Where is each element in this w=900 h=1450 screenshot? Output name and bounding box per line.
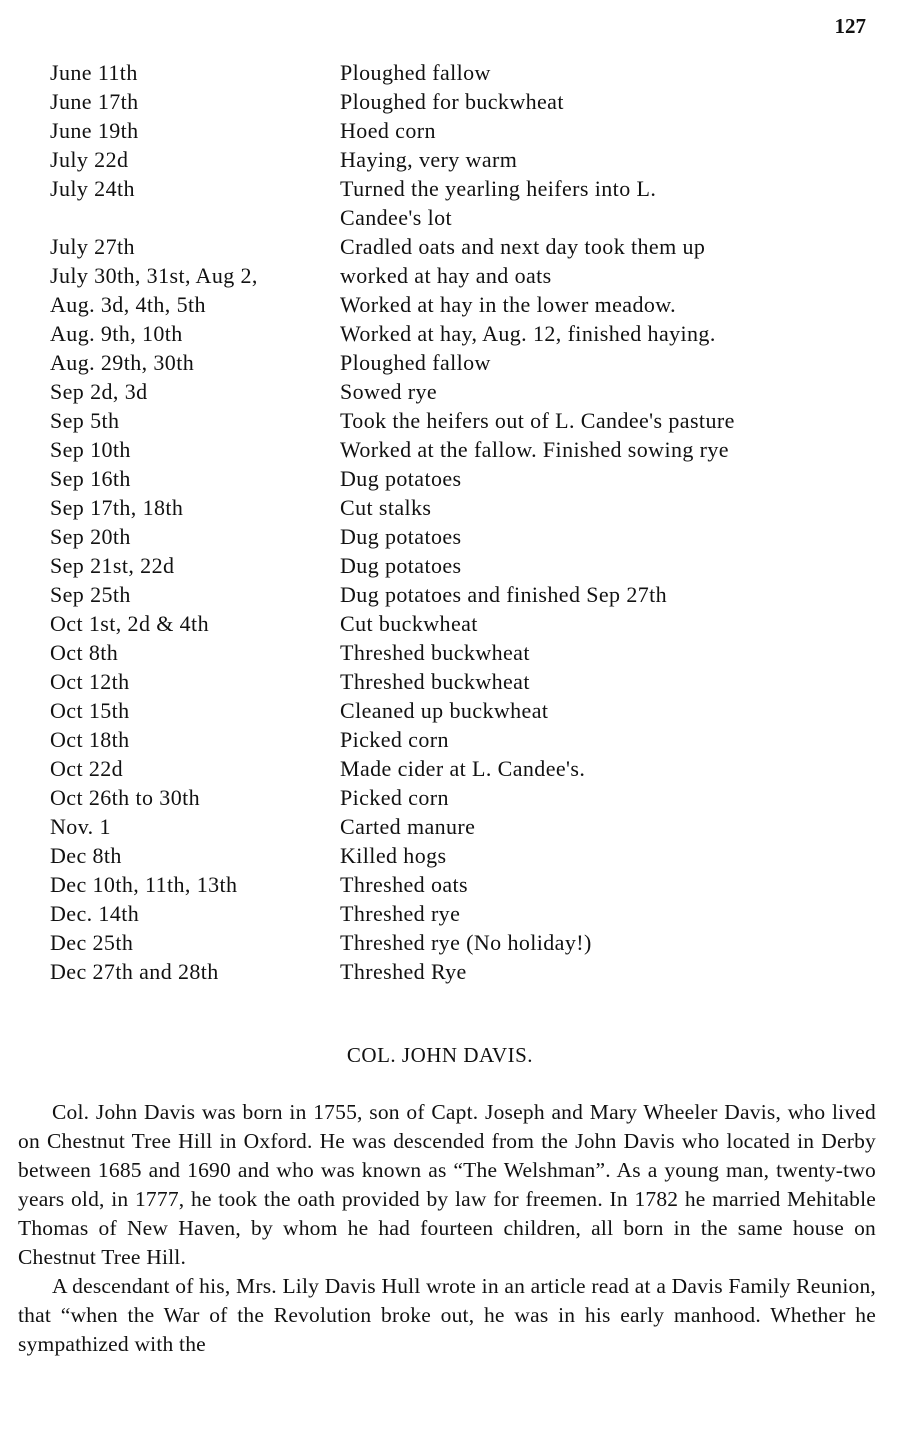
log-row — [50, 667, 880, 696]
log-row — [50, 696, 880, 725]
log-row — [50, 638, 880, 667]
log-task: Worked at hay in the lower meadow. — [340, 292, 677, 317]
log-task: Cut buckwheat — [340, 611, 478, 636]
log-row — [50, 493, 880, 522]
log-task: Ploughed for buckwheat — [340, 89, 564, 114]
log-task: Turned the yearling heifers into L. Candee's lot — [340, 176, 657, 230]
log-date: Dec. 14th — [50, 901, 140, 926]
log-date: Oct 12th — [50, 669, 130, 694]
log-row — [50, 725, 880, 754]
log-task: Killed hogs — [340, 843, 447, 868]
log-task: Hoed corn — [340, 118, 436, 143]
log-task: Cut stalks — [340, 495, 432, 520]
log-task: Took the heifers out of L. Candee's pasture — [340, 408, 735, 433]
log-row — [50, 609, 880, 638]
log-date: June 17th — [50, 89, 139, 114]
log-date: Oct 15th — [50, 698, 130, 723]
log-row — [50, 377, 880, 406]
log-task: Dug potatoes and finished Sep 27th — [340, 582, 668, 607]
log-task: Worked at the fallow. Finished sowing rye — [340, 437, 729, 462]
log-task: Dug potatoes — [340, 524, 462, 549]
log-row — [50, 464, 880, 493]
log-task: Threshed oats — [340, 872, 468, 897]
log-task: Picked corn — [340, 785, 449, 810]
log-date: Dec 25th — [50, 930, 134, 955]
log-date: Dec 8th — [50, 843, 122, 868]
log-date: Oct 18th — [50, 727, 130, 752]
paragraph: Col. John Davis was born in 1755, son of Capt. Joseph and Mary Wheeler Davis, who lived on Chestnut Tree Hill in Oxford. He was descended from the John Davis who located in Derby between 1685 and 1690 and who was known as “The Welshman”. As a young man, twenty-two years old, in 1777, he took the oath provided by law for freemen. In 1782 he married Mehitable Thomas of New Haven, by whom he had fourteen children, all born in the same house on Chestnut Tree Hill. — [18, 1100, 876, 1269]
log-task: Threshed buckwheat — [340, 640, 530, 665]
log-task: Cleaned up buckwheat — [340, 698, 549, 723]
log-date: July 27th — [50, 234, 135, 259]
log-task: Cradled oats and next day took them up — [340, 234, 706, 259]
log-date: Sep 16th — [50, 466, 131, 491]
log-date: Sep 5th — [50, 408, 120, 433]
log-row — [50, 319, 880, 348]
log-row — [50, 899, 880, 928]
log-task: Threshed rye (No holiday!) — [340, 930, 592, 955]
log-row — [50, 87, 880, 116]
farm-log-table — [50, 58, 880, 986]
log-row — [50, 841, 880, 870]
log-date: July 22d — [50, 147, 129, 172]
log-row — [50, 435, 880, 464]
log-task: Sowed rye — [340, 379, 438, 404]
page-number: 127 — [834, 14, 866, 38]
log-date: Oct 8th — [50, 640, 119, 665]
log-row — [50, 145, 880, 174]
log-row — [50, 232, 880, 261]
log-row — [50, 928, 880, 957]
log-date: Sep 2d, 3d — [50, 379, 148, 404]
log-date: Aug. 3d, 4th, 5th — [50, 292, 206, 317]
log-date: Sep 25th — [50, 582, 131, 607]
log-row — [50, 754, 880, 783]
log-row — [50, 58, 880, 87]
log-row — [50, 551, 880, 580]
log-row — [50, 348, 880, 377]
log-task: Ploughed fallow — [340, 60, 491, 85]
log-date: Oct 1st, 2d & 4th — [50, 611, 209, 636]
log-row — [50, 290, 880, 319]
log-date: Sep 17th, 18th — [50, 495, 184, 520]
log-date: Oct 22d — [50, 756, 124, 781]
log-date: Aug. 9th, 10th — [50, 321, 183, 346]
log-date: July 30th, 31st, Aug 2, — [50, 263, 258, 288]
log-task: Threshed Rye — [340, 959, 467, 984]
log-task: Picked corn — [340, 727, 449, 752]
log-task: Haying, very warm — [340, 147, 518, 172]
log-date: Sep 21st, 22d — [50, 553, 175, 578]
log-task: Ploughed fallow — [340, 350, 491, 375]
log-task: Dug potatoes — [340, 553, 462, 578]
log-row — [50, 522, 880, 551]
log-date: Dec 10th, 11th, 13th — [50, 872, 238, 897]
log-task: Threshed rye — [340, 901, 461, 926]
log-task: Worked at hay, Aug. 12, finished haying. — [340, 321, 716, 346]
log-row — [50, 174, 880, 232]
log-task: Carted manure — [340, 814, 476, 839]
log-date: Nov. 1 — [50, 814, 111, 839]
log-date: June 19th — [50, 118, 139, 143]
log-date: Oct 26th to 30th — [50, 785, 201, 810]
log-row — [50, 406, 880, 435]
log-row — [50, 870, 880, 899]
log-date: June 11th — [50, 60, 138, 85]
section-title: COL. JOHN DAVIS. — [346, 1043, 534, 1067]
log-date: Sep 10th — [50, 437, 131, 462]
log-row — [50, 783, 880, 812]
log-date: Sep 20th — [50, 524, 131, 549]
log-row — [50, 116, 880, 145]
log-row — [50, 580, 880, 609]
body-text — [18, 1098, 876, 1359]
log-task: Made cider at L. Candee's. — [340, 756, 586, 781]
log-date: Aug. 29th, 30th — [50, 350, 195, 375]
log-task: Threshed buckwheat — [340, 669, 530, 694]
log-row — [50, 261, 880, 290]
paragraph: A descendant of his, Mrs. Lily Davis Hull wrote in an article read at a Davis Family Reunion, that “when the War of the Revolution broke out, he was in his early manhood. Whether he sympathized with the — [18, 1274, 876, 1356]
log-task: worked at hay and oats — [340, 263, 552, 288]
log-task: Dug potatoes — [340, 466, 462, 491]
log-date: July 24th — [50, 176, 135, 201]
log-date: Dec 27th and 28th — [50, 959, 219, 984]
log-row — [50, 957, 880, 986]
log-row — [50, 812, 880, 841]
